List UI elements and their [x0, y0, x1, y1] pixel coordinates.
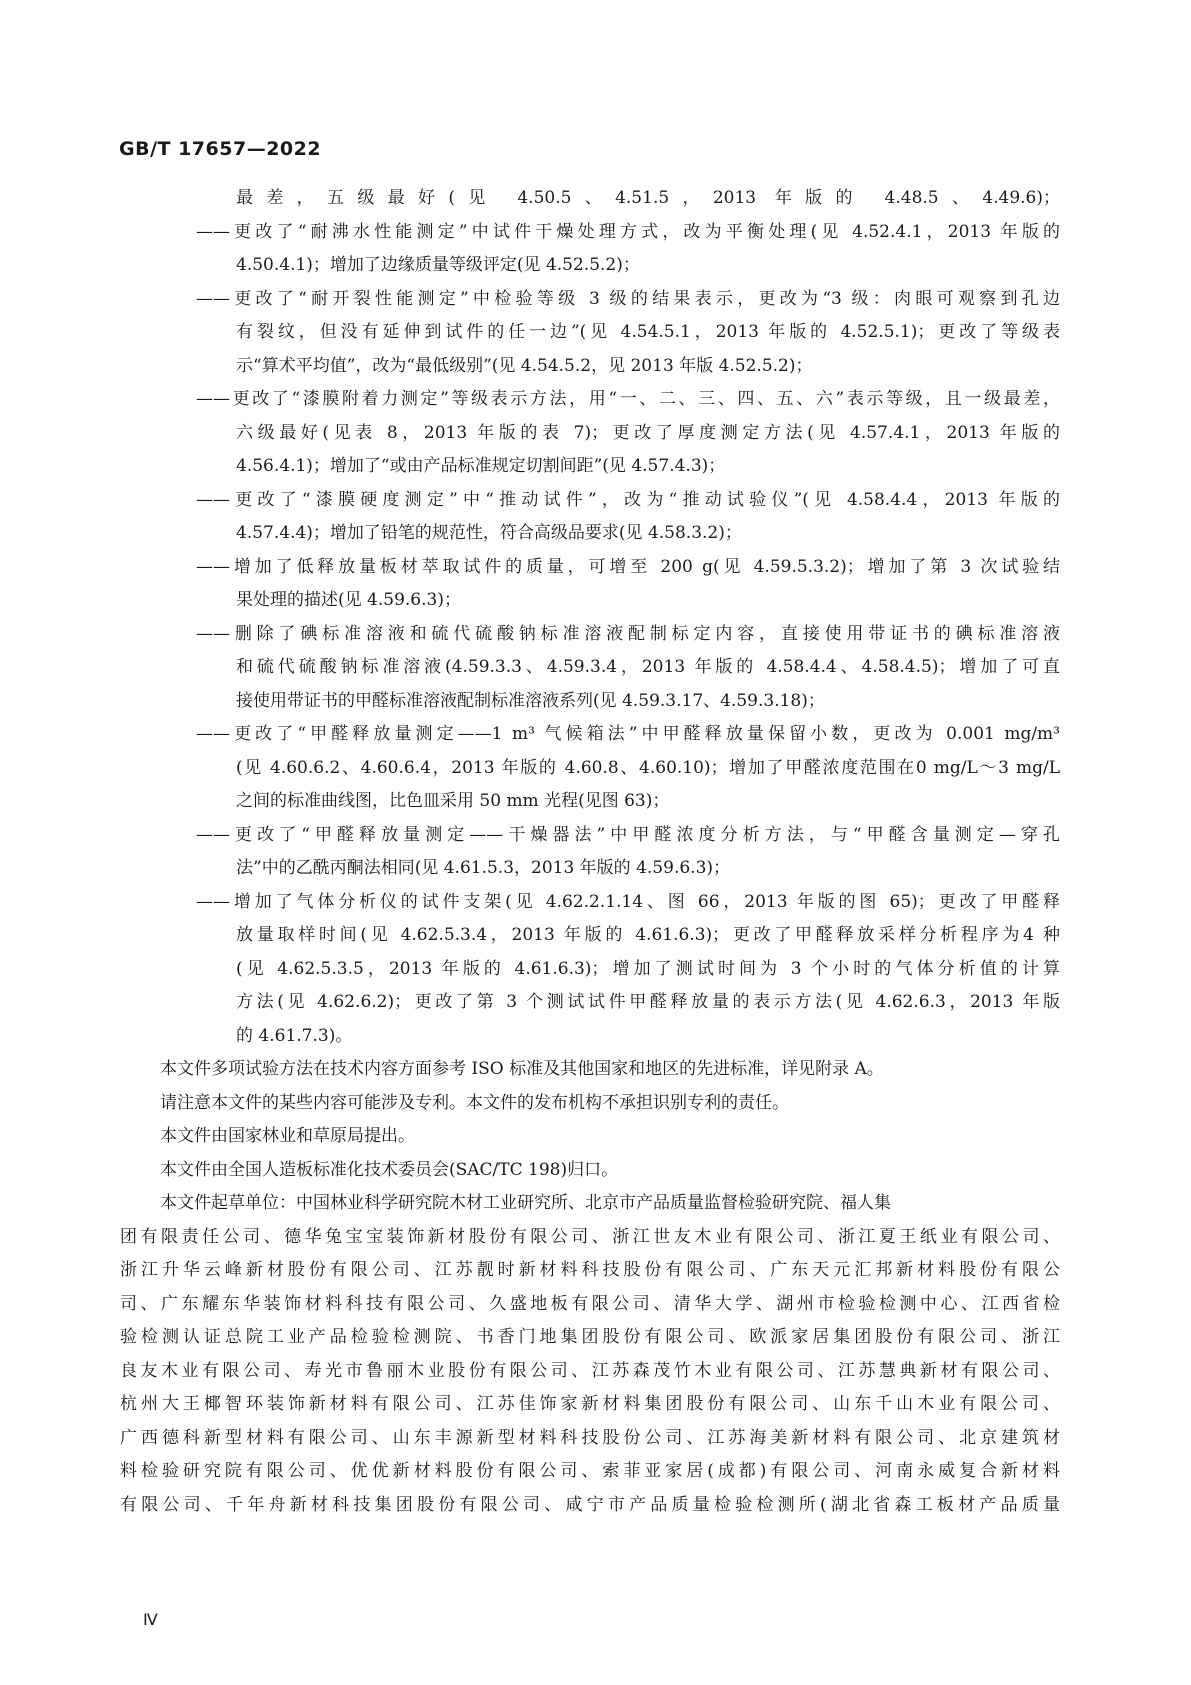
change-item-line: ——更改了“耐开裂性能测定”中检验等级 3 级的结果表示，更改为“3 级：肉眼可观察到孔边: [196, 288, 1060, 309]
paragraph-line: 本文件起草单位：中国林业科学研究院木材工业研究所、北京市产品质量监督检验研究院、福人集: [160, 1193, 891, 1213]
change-item-line: ——更改了“耐沸水性能测定”中试件干燥处理方式，改为平衡处理(见 4.52.4.1，2013 年版的: [196, 221, 1061, 242]
text-line: 六级最好(见表 8，2013 年版的表 7)；更改了厚度测定方法(见 4.57.4.1，2013 年版的: [236, 422, 1060, 443]
text-line: 4.50.4.1)；增加了边缘质量等级评定(见 4.52.5.2)；: [236, 255, 640, 275]
text-line: 之间的标准曲线图，比色皿采用 50 mm 光程(见图 63)；: [236, 791, 670, 811]
text-line: 有裂纹，但没有延伸到试件的任一边”(见 4.54.5.1，2013 年版的 4.52.5.1)；更改了等级表: [236, 322, 1060, 342]
paragraph-line: 请注意本文件的某些内容可能涉及专利。本文件的发布机构不承担识别专利的责任。: [160, 1092, 789, 1113]
change-item-line: ——更改了“甲醛释放量测定——干燥器法”中甲醛浓度分析方法，与“甲醛含量测定—穿孔: [196, 824, 1060, 845]
text-line: (见 4.62.5.3.5，2013 年版的 4.61.6.3)；增加了测试时间为 3 个小时的气体分析值的计算: [236, 958, 1060, 979]
text-line: 料检验研究院有限公司、优优新材料股份有限公司、索菲亚家居(成都)有限公司、河南永威复合新材料: [120, 1461, 1060, 1481]
text-line: 法”中的乙酰丙酮法相同(见 4.61.5.3，2013 年版的 4.59.6.3)；: [236, 858, 731, 878]
change-item-line: ——增加了气体分析仪的试件支架(见 4.62.2.1.14、图 66，2013 年版的图 65)；更改了甲醛释: [196, 891, 1060, 912]
document-body: [120, 182, 1061, 1522]
paragraph-line: 本文件由全国人造板标准化技术委员会(SAC/TC 198)归口。: [160, 1159, 619, 1180]
paragraph-line: 本文件多项试验方法在技术内容方面参考 ISO 标准及其他国家和地区的先进标准，详见附录 A。: [160, 1059, 884, 1079]
text-line: 4.57.4.4)；增加了铅笔的规范性，符合高级品要求(见 4.58.3.2)；: [236, 523, 742, 543]
text-line: 司、广东耀东华装饰材料科技有限公司、久盛地板有限公司、清华大学、湖州市检验检测中心、江西省检: [120, 1293, 1060, 1314]
paragraph-line: 本文件由国家林业和草原局提出。: [160, 1126, 415, 1146]
text-line: 方法(见 4.62.6.2)；更改了第 3 个测试试件甲醛释放量的表示方法(见 4.62.6.3，2013 年版: [236, 992, 1060, 1012]
text-line: 4.56.4.1)；增加了“或由产品标准规定切割间距”(见 4.57.4.3)；: [236, 456, 726, 476]
text-line: 杭州大王椰智环装饰新材料有限公司、江苏佳饰家新材料集团股份有限公司、山东千山木业有限公司、: [120, 1394, 1060, 1414]
text-line: (见 4.60.6.2、4.60.6.4，2013 年版的 4.60.8、4.60.10)；增加了甲醛浓度范围在0 mg/L～3 mg/L: [236, 757, 1060, 778]
text-line: 接使用带证书的甲醛标准溶液配制标准溶液系列(见 4.59.3.17、4.59.3.18)；: [236, 690, 825, 711]
change-item-line: ——更改了“甲醛释放量测定——1 m³ 气候箱法”中甲醛释放量保留小数，更改为 0.001 mg/m³: [196, 724, 1060, 744]
text-line: 最差，五级最好(见 4.50.5、4.51.5，2013 年版的 4.48.5、4.49.6)；: [236, 188, 1060, 208]
text-line: 良友木业有限公司、寿光市鲁丽木业股份有限公司、江苏森茂竹木业有限公司、江苏慧典新材有限公司、: [120, 1360, 1060, 1381]
text-line: 团有限责任公司、德华兔宝宝装饰新材股份有限公司、浙江世友木业有限公司、浙江夏王纸业有限公司、: [120, 1226, 1060, 1247]
text-line: 广西德科新型材料有限公司、山东丰源新型材料科技股份公司、江苏海美新材料有限公司、北京建筑材: [120, 1427, 1060, 1448]
text-line: 有限公司、千年舟新材科技集团股份有限公司、咸宁市产品质量检验检测所(湖北省森工板材产品质量: [120, 1494, 1060, 1515]
text-line: 示“算术平均值”，改为“最低级别”(见 4.54.5.2，见 2013 年版 4.52.5.2)；: [236, 355, 813, 376]
text-line: 放量取样时间(见 4.62.5.3.4，2013 年版的 4.61.6.3)；更改了甲醛释放采样分析程序为4 种: [236, 925, 1060, 945]
change-item-line: ——增加了低释放量板材萃取试件的质量，可增至 200 g(见 4.59.5.3.2)；增加了第 3 次试验结: [196, 556, 1060, 577]
change-item-line: ——更改了“漆膜硬度测定”中“推动试件”，改为“推动试验仪”(见 4.58.4.4，2013 年版的: [196, 489, 1060, 510]
change-item-line: ——更改了“漆膜附着力测定”等级表示方法，用“一、二、三、四、五、六”表示等级，且一级最差，: [196, 389, 1060, 409]
document-number: GB/T 17657—2022: [119, 138, 322, 160]
text-line: 果处理的描述(见 4.59.6.3)；: [236, 590, 461, 610]
page-number: Ⅳ: [143, 1612, 158, 1629]
text-line: 和硫代硫酸钠标准溶液(4.59.3.3、4.59.3.4，2013 年版的 4.58.4.4、4.58.4.5)；增加了可直: [236, 657, 1060, 677]
change-item-line: ——删除了碘标准溶液和硫代硫酸钠标准溶液配制标定内容，直接使用带证书的碘标准溶液: [196, 623, 1060, 644]
text-line: 的 4.61.7.3)。: [236, 1025, 353, 1046]
text-line: 浙江升华云峰新材股份有限公司、江苏靓时新材料科技股份有限公司、广东天元汇邦新材料股份有限公: [120, 1260, 1060, 1280]
text-line: 验检测认证总院工业产品检验检测院、书香门地集团股份有限公司、欧派家居集团股份有限公司、浙江: [120, 1327, 1060, 1347]
